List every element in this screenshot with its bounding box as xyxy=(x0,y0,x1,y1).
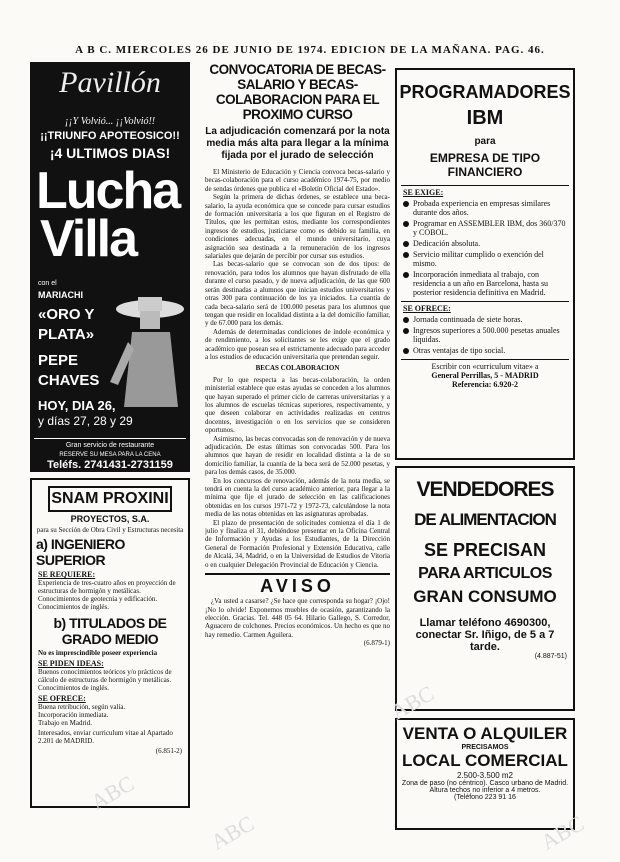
venta-l4: 2.500-3.500 m2 xyxy=(456,771,514,780)
aviso-heading: AVISO xyxy=(260,576,335,597)
artist-name-2: Villa xyxy=(40,210,137,268)
article-p8: El plazo de presentación de solicitudes comienza el día 1 de julio y finaliza el 31, debiéndose presentar en la Oficina Central de Información y Ayudas a los Estudiantes, de la Dirección General de Formación Profesional y Extensión Educativa, calle de Alcalá, 34, Madrid, o en la Universidad de Estudios de Vitoria o en cualquier Delegación Provincial de Educación y Ciencia. xyxy=(205,518,390,569)
titulados-heading: b) TITULADOS DE GRADO MEDIO xyxy=(53,615,167,647)
vend-l4: PARA ARTICULOS xyxy=(418,565,552,582)
exige-5: Incorporación inmediata al trabajo, con residencia a un año en Barcelona, hasta su posterior residencia definitiva en Madrid. xyxy=(413,270,549,297)
watermark-3: ABC xyxy=(386,680,439,725)
pavillon-logo: Pavillón xyxy=(59,66,161,99)
con-el-label: con el xyxy=(38,280,57,287)
ibm-empresa: EMPRESA DE TIPO xyxy=(429,151,541,165)
vend-ref: (4.887-51) xyxy=(534,653,567,660)
exige-2: Programar en ASSEMBLER IBM, dos 360/370 y COBOL. xyxy=(413,219,566,237)
page-header: A B C. MIERCOLES 26 DE JUNIO DE 1974. EDICION DE LA MAÑANA. PAG. 46. xyxy=(75,44,545,56)
triunfo-line: ¡¡TRIUNFO APOTEOSICO!! xyxy=(40,130,180,142)
venta-l5: Zona de paso (no céntrico). Casco urbano de Madrid. xyxy=(401,780,569,787)
dias-line: y días 27, 28 y 29 xyxy=(38,414,133,428)
ibm-title: PROGRAMADORES xyxy=(399,82,571,102)
ibm-ofrece-label: SE OFRECE: xyxy=(403,304,451,313)
vend-l1: VENDEDORES xyxy=(416,478,554,501)
ibm-ofrece-3: Otras ventajas de tipo social. xyxy=(413,346,506,355)
ingeniero-heading: a) INGENIERO SUPERIOR xyxy=(36,536,125,568)
exige-1: Probada experiencia en empresas similares durante dos años. xyxy=(413,199,551,217)
ofrece-1: Buena retribución, según valía. xyxy=(38,703,126,711)
volvio-line: ¡¡Y Volvió... ¡¡Volvió!! xyxy=(64,116,156,127)
req-1: Experiencia de tres-cuatro años en proyección de estructuras de hormigón y metálicas. xyxy=(38,579,176,595)
ofrece-2: Incorporación inmediata. xyxy=(38,711,109,719)
req-3: Conocimientos de inglés. xyxy=(38,603,109,611)
venta-l6: Altura techos no inferior a 4 metros. xyxy=(429,787,541,794)
snam-subtitle: PROYECTOS, S.A. xyxy=(70,514,150,524)
mariachi-label: MARIACHI xyxy=(38,290,83,300)
pavillon-phone: Teléfs. 2741431-2731159 xyxy=(47,459,173,471)
req-2: Conocimientos de geotecnia y edificación. xyxy=(38,595,158,603)
ibm-name: IBM xyxy=(466,107,504,129)
venta-l1: VENTA O ALQUILER xyxy=(402,724,568,743)
ofrece-3: Trabajo en Madrid. xyxy=(38,719,92,727)
article-headline: CONVOCATORIA DE BECAS-SALARIO Y BECAS-COLABORACION PARA EL PROXIMO CURSO xyxy=(209,62,386,122)
plata-label: PLATA» xyxy=(38,326,95,343)
venta-ad xyxy=(395,718,575,830)
article-p6: Asimismo, las becas convocadas son de renovación y de nueva adjudicación. De estas últimas son convocadas 500. Para los alumnos que hayan de residir en localidad distinta a la de su domicilio familiar, la cuantía de la beca será de 52.000 pesetas, y para los demás casos, de 35.000. xyxy=(205,434,390,477)
exige-4: Servicio militar cumplido o exención del mismo. xyxy=(413,250,544,268)
ibm-ad xyxy=(395,68,575,460)
se-requiere-label: SE REQUIERE: xyxy=(38,570,96,579)
restaurante-line: Gran servicio de restaurante xyxy=(65,442,155,449)
snam-ad xyxy=(30,478,190,808)
aviso-ref: (6.879-1) xyxy=(363,639,390,648)
watermark-1: ABC xyxy=(86,770,139,815)
aviso-text: ¿Va usted a casarse? ¿Se hace que corresponda su hogar? ¡Ojo! ¡No lo olvide! Exponemos muebles de ocasión, garantizando la elección. Gracias. Tel. 448 05 64. Hilario Gallego, S. Corredor, Aguacero de colchones. Precios económicos. Un hecho es que no hay remedio. Carmen Aguilera. xyxy=(205,597,390,639)
ibm-financiero: FINANCIERO xyxy=(447,165,523,179)
pavillon-ad xyxy=(30,62,190,472)
venta-l7: (Teléfono 223 91 16 xyxy=(454,794,516,801)
vend-l7: conectar Sr. Iñigo, de 5 a 7 xyxy=(415,629,555,641)
oro-label: «ORO Y xyxy=(38,306,95,323)
article-p5: Por lo que respecta a las becas-colaboración, la orden ministerial establece que estas ayudas se conceden a los alumnos que hayan superado el primer ciclo de carreras universitarias y a los alumnos de escuelas técnicas superiores, respectivamente, y que deseen colaborar en actividades realizadas en centros docentes, investigación o en los servicios que se consideren oportunos. xyxy=(205,375,390,435)
article-p1: El Ministerio de Educación y Ciencia convoca becas-salario y becas-colaboración para el curso académico 1974-75, por medio de sendas órdenes que publica el «Boletín Oficial del Estado». xyxy=(205,168,390,193)
piden-2: Conocimientos de inglés. xyxy=(38,684,109,692)
ultimos-dias-line: ¡4 ULTIMOS DIAS! xyxy=(49,145,171,161)
becas-article xyxy=(205,62,390,852)
ibm-ref: Referencia: 6.920-2 xyxy=(451,380,519,389)
artist-name-1: Lucha xyxy=(36,162,180,220)
singer-illustration xyxy=(90,287,185,407)
pavillon-brand-area xyxy=(30,62,190,122)
se-ofrece-label: SE OFRECE: xyxy=(38,694,86,703)
ibm-escribir: Escribir con «curriculum vitae» a xyxy=(431,362,539,371)
vend-l5: GRAN CONSUMO xyxy=(413,587,557,606)
chaves-label: CHAVES xyxy=(38,372,100,389)
hoy-line: HOY, DIA 26, xyxy=(38,398,116,413)
vend-l8: tarde. xyxy=(470,641,500,653)
ibm-ofrece-2: Ingresos superiores a 500.000 pesetas anuales líquidas. xyxy=(413,326,560,344)
snam-intro: para su Sección de Obra Civil y Estructuras necesita xyxy=(36,526,184,534)
snam-footer: Interesados, enviar curriculum vitae al Apartado 2.201 de MADRID. xyxy=(38,729,173,745)
snam-logo: SNAM PROXINI xyxy=(48,486,172,512)
snam-ref: (6.851-2) xyxy=(155,747,182,755)
vendedores-ad xyxy=(395,466,575,711)
vend-l3: SE PRECISAN xyxy=(423,540,547,560)
ibm-para: para xyxy=(474,136,496,147)
piden-1: Buenos conocimientos teóricos y/o prácticos de cálculo de estructuras de hormigón y metálicas. xyxy=(38,668,172,684)
article-p4: Además de determinadas condiciones de índole económica y de rendimiento, a los solicitantes se les exige que el grado académico que posean sea el estrictamente adecuado para acceder a los estudios de educación universitaria que pretendan seguir. xyxy=(205,327,390,361)
vend-l2: DE ALIMENTACION xyxy=(414,510,556,529)
pepe-label: PEPE xyxy=(38,352,79,369)
watermark-2: ABC xyxy=(206,810,259,855)
ibm-address: General Perrillas, 5 - MADRID xyxy=(431,371,539,380)
se-piden-label: SE PIDEN IDEAS: xyxy=(38,659,104,668)
ibm-ofrece-1: Jornada continuada de siete horas. xyxy=(413,315,523,324)
watermark-4: ABC xyxy=(536,810,589,855)
section-heading: BECAS COLABORACION xyxy=(255,364,340,373)
article-subhead: La adjudicación comenzará por la nota media más alta para llegar a la mínima fijada por el jurado de selección xyxy=(205,126,390,161)
reserve-line: RESERVE SU MESA PARA LA CENA xyxy=(59,452,161,458)
venta-l2: PRECISAMOS xyxy=(461,744,509,751)
vend-l6: Llamar teléfono 4690300, xyxy=(419,617,551,629)
article-p2: Según la primera de dichas órdenes, se establece una beca-salario, la ayuda económica que se concede para cursar estudios de formación universitaria a los que figuran en el Registro de Títulos, que les permitan estos, mediante los correspondientes ingresos de estudios, justiciarse como es debido su familia, en condiciones adecuadas, en el mundo universitario, cuya asignación sea destinada a la remuneración de los ingresos salariales que dejarán de percibir por cursar sus estudios. xyxy=(205,193,390,261)
exige-3: Dedicación absoluta. xyxy=(413,239,481,248)
no-experiencia: No es imprescindible poseer experiencia xyxy=(38,649,158,657)
article-p3: Las becas-salario que se convocan son de dos tipos: de renovación, para todos los alumnos que hayan disfrutado de ella durante el curso pasado, y de nueva adjudicación, de las que 600 serán destinadas a alumnos que inician estudios universitarios y otras 300 para continuación de los ya iniciados. La cuantía de cada beca-salario será de 100.000 pesetas para los alumnos que tengan que residir en localidad distinta a la del domicilio familiar, y de 67.000 para los demás. xyxy=(205,260,390,328)
article-p7: En los concursos de renovación, además de la nota media, se tendrá en cuenta la del curso académico anterior, para llegar a la mínima que fije el jurado de selección en las calificaciones obtenidas en los cursos 1971-72 y 1972-73, calculándose la nota media de las notas obtenidas en las asignaturas aprobadas. xyxy=(205,476,390,519)
venta-l3: LOCAL COMERCIAL xyxy=(402,751,568,770)
ibm-exige-label: SE EXIGE: xyxy=(403,188,444,197)
